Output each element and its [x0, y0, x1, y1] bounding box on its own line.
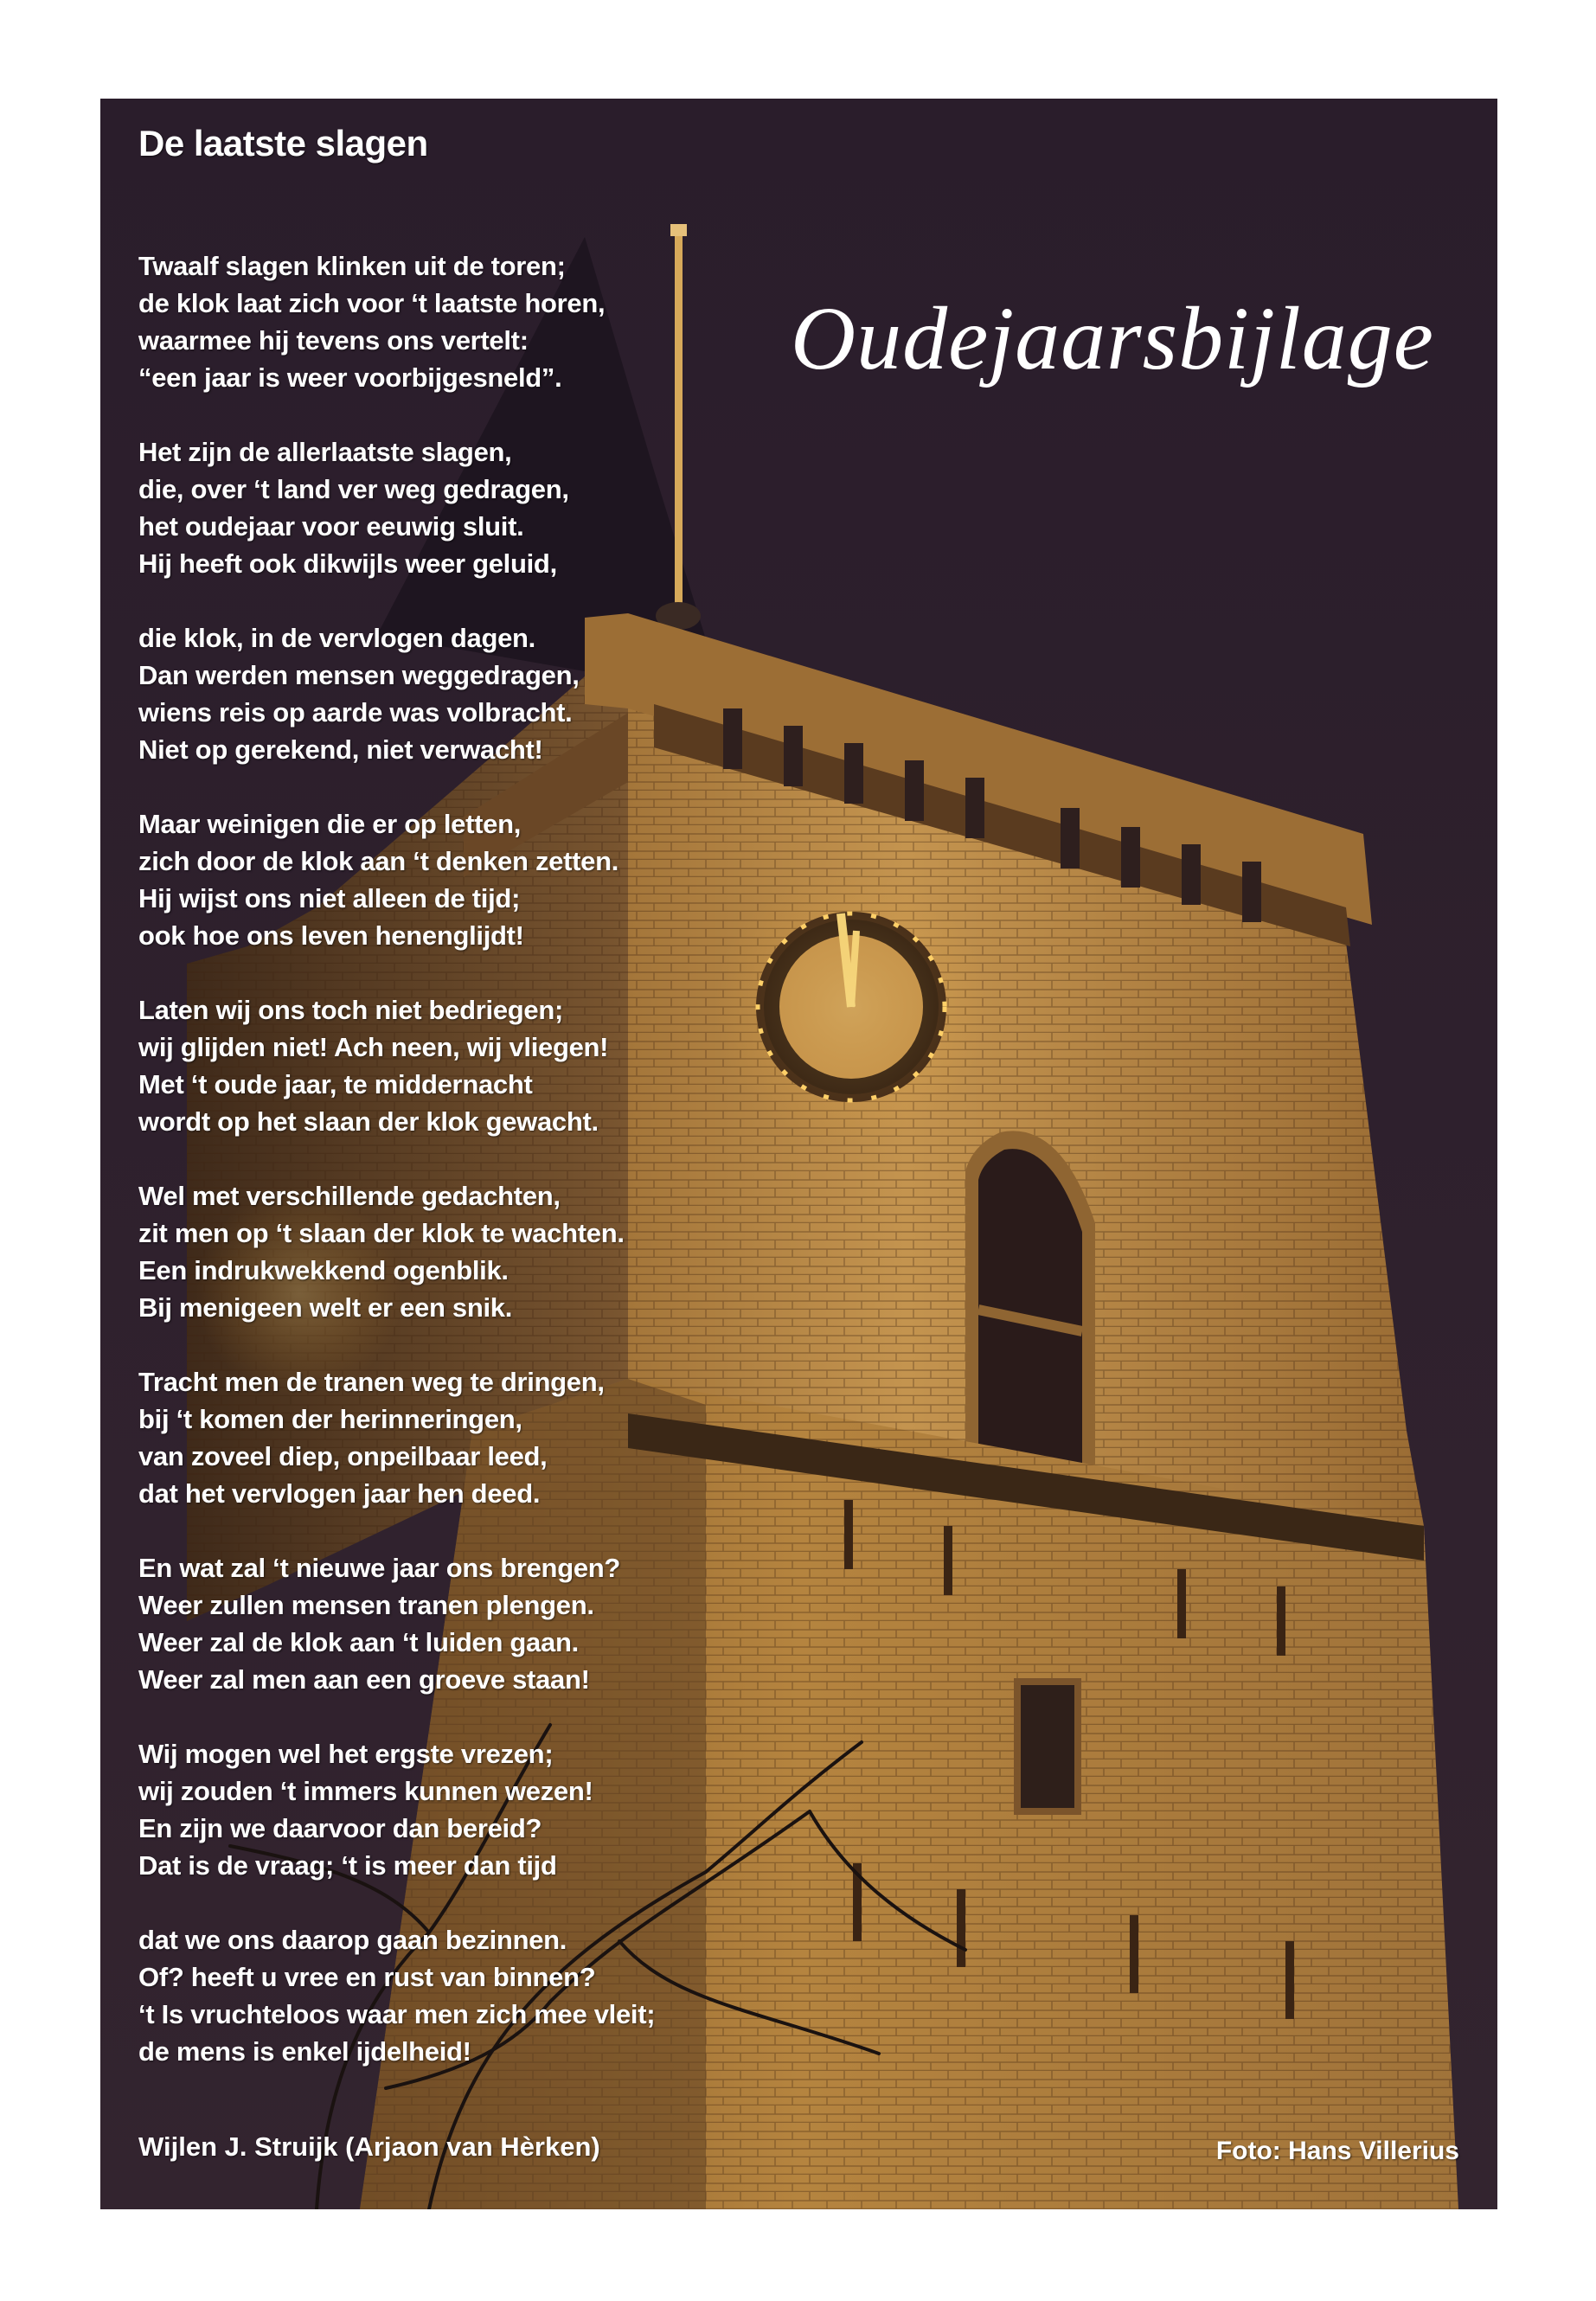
poem-stanza	[138, 1735, 796, 1884]
poem-line: Bij menigeen welt er een snik.	[138, 1292, 513, 1323]
poem-line: Niet op gerekend, niet verwacht!	[138, 734, 543, 765]
poem-line: Met ‘t oude jaar, te middernacht	[138, 1069, 533, 1099]
poem-line: waarmee hij tevens ons vertelt:	[138, 325, 529, 356]
poem-line: wiens reis op aarde was volbracht.	[138, 697, 573, 727]
poem-title: De laatste slagen	[138, 123, 428, 163]
poem-stanza	[138, 619, 796, 768]
supplement-title: Oudejaarsbijlage	[791, 289, 1434, 388]
poem-line: Weer zullen mensen tranen plengen.	[138, 1590, 594, 1620]
poem-stanza	[138, 1921, 796, 2070]
poem-line: Hij wijst ons niet alleen de tijd;	[138, 883, 521, 913]
poem-line: En wat zal ‘t nieuwe jaar ons brengen?	[138, 1553, 621, 1583]
poem-stanza	[138, 1549, 796, 1698]
poem-line: het oudejaar voor eeuwig sluit.	[138, 511, 524, 542]
poem-line: Twaalf slagen klinken uit de toren;	[138, 251, 566, 281]
poem-line: ‘t Is vruchteloos waar men zich mee vleit;	[138, 1999, 656, 2029]
poem-line: die, over ‘t land ver weg gedragen,	[138, 474, 569, 504]
poem-author: Wijlen J. Struijk (Arjaon van Hèrken)	[138, 2131, 600, 2162]
poem-line: zich door de klok aan ‘t denken zetten.	[138, 846, 619, 876]
poem-line: Wij mogen wel het ergste vrezen;	[138, 1739, 554, 1769]
poem-line: bij ‘t komen der herinneringen,	[138, 1404, 522, 1434]
poem-line: wij glijden niet! Ach neen, wij vliegen!	[138, 1032, 609, 1062]
poem-stanza	[138, 1177, 796, 1326]
poem-line: zit men op ‘t slaan der klok te wachten.	[138, 1218, 625, 1248]
poem-line: Wel met verschillende gedachten,	[138, 1181, 561, 1211]
poem-line: Dat is de vraag; ‘t is meer dan tijd	[138, 1850, 557, 1881]
poem-line: “een jaar is weer voorbijgesneld”.	[138, 362, 562, 393]
poem-body	[138, 247, 796, 2107]
poem-line: Weer zal men aan een groeve staan!	[138, 1664, 590, 1695]
poem-stanza	[138, 805, 796, 954]
poem-line: Hij heeft ook dikwijls weer geluid,	[138, 548, 557, 579]
poem-stanza	[138, 433, 796, 582]
poem-stanza	[138, 1363, 796, 1512]
poem-line: de mens is enkel ijdelheid!	[138, 2036, 471, 2067]
poem-line: Tracht men de tranen weg te dringen,	[138, 1367, 605, 1397]
poem-line: dat we ons daarop gaan bezinnen.	[138, 1925, 567, 1955]
poem-line: van zoveel diep, onpeilbaar leed,	[138, 1441, 548, 1471]
poem-line: En zijn we daarvoor dan bereid?	[138, 1813, 542, 1843]
poem-line: dat het vervlogen jaar hen deed.	[138, 1478, 541, 1509]
poem-line: wij zouden ‘t immers kunnen wezen!	[138, 1776, 593, 1806]
poem-line: wordt op het slaan der klok gewacht.	[138, 1106, 599, 1137]
poem-line: die klok, in de vervlogen dagen.	[138, 623, 535, 653]
poem-line: Dan werden mensen weggedragen,	[138, 660, 580, 690]
poem-line: Een indrukwekkend ogenblik.	[138, 1255, 509, 1285]
photo-credit: Foto: Hans Villerius	[1215, 2137, 1459, 2165]
poem-stanza	[138, 991, 796, 1140]
poem-stanza	[138, 247, 796, 396]
poem-line: Het zijn de allerlaatste slagen,	[138, 437, 512, 467]
poem-line: Of? heeft u vree en rust van binnen?	[138, 1962, 596, 1992]
poem-line: Weer zal de klok aan ‘t luiden gaan.	[138, 1627, 579, 1657]
poem-line: de klok laat zich voor ‘t laatste horen,	[138, 288, 606, 318]
poem-line: ook hoe ons leven henenglijdt!	[138, 920, 524, 951]
poem-line: Maar weinigen die er op letten,	[138, 809, 522, 839]
cover-panel	[100, 99, 1497, 2209]
poem-line: Laten wij ons toch niet bedriegen;	[138, 995, 564, 1025]
